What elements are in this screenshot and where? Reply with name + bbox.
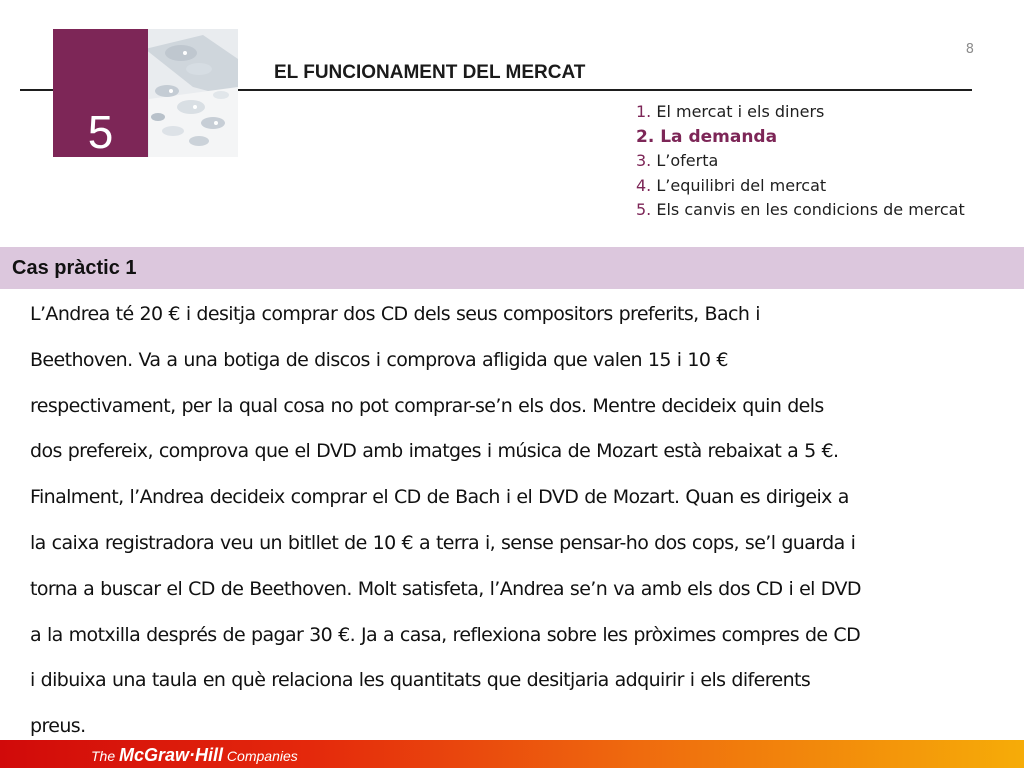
case-study-line: torna a buscar el CD de Beethoven. Molt satisfeta, l’Andrea se’n va amb els dos CD i el DVD [30,577,861,600]
section-index [636,100,965,223]
section-index-number: 2. [636,126,655,147]
section-index-label: El mercat i els diners [656,102,825,121]
case-study-line: la caixa registradora veu un bitllet de 10 € a terra i, sense pensar-ho dos cops, se’l guarda i [30,531,856,554]
case-study-title: Cas pràctic 1 [12,257,137,279]
publisher-logo-lead: The [91,748,120,764]
case-study-line: i dibuixa una taula en què relaciona les quantitats que desitjaria adquirir i els diferents [30,669,811,692]
section-index-item[interactable] [636,174,965,199]
case-study-line: preus. [30,715,86,738]
section-index-item[interactable] [636,100,965,125]
case-study-line: L’Andrea té 20 € i desitja comprar dos CD dels seus compositors preferits, Bach i [30,303,760,325]
publisher-logo-tail: Companies [223,748,298,764]
title-rule-right [238,89,972,91]
unit-number: 5 [87,106,114,157]
section-index-number: 5. [636,200,652,219]
footer-bar [0,740,1024,768]
unit-title: EL FUNCIONAMENT DEL MERCAT [274,62,586,83]
section-index-number: 1. [636,102,652,121]
case-study-line: Beethoven. Va a una botiga de discos i comprova afligida que valen 15 i 10 € [30,348,728,371]
case-study-line: a la motxilla després de pagar 30 €. Ja a casa, reflexiona sobre les pròximes compres de CD [30,623,861,646]
section-index-number: 4. [636,175,652,195]
section-index-number: 3. [636,151,652,170]
section-index-label: L’oferta [656,151,719,170]
page-number: 8 [965,42,974,57]
publisher-logo [91,740,298,772]
section-index-item[interactable] [636,149,965,174]
case-study-line: dos prefereix, comprova que el DVD amb imatges i música de Mozart està rebaixat a 5 €. [30,440,839,463]
section-index-label: Els canvis en les condicions de mercat [656,200,965,219]
unit-badge [53,29,238,157]
section-index-item[interactable] [636,198,965,223]
section-index-label: L’equilibri del mercat [656,175,827,195]
case-study-header [0,247,1024,289]
case-study-text [30,292,972,750]
publisher-logo-brand: McGraw·Hill [119,745,224,765]
section-index-item-active[interactable] [636,125,965,150]
case-study-line: Finalment, l’Andrea decideix comprar el CD de Bach i el DVD de Mozart. Quan es dirigeix a [30,486,849,509]
title-rule-left [20,89,54,91]
case-study-line: respectivament, per la qual cosa no pot comprar-se’n els dos. Mentre decideix quin dels [30,394,824,417]
section-index-label: La demanda [660,126,778,147]
